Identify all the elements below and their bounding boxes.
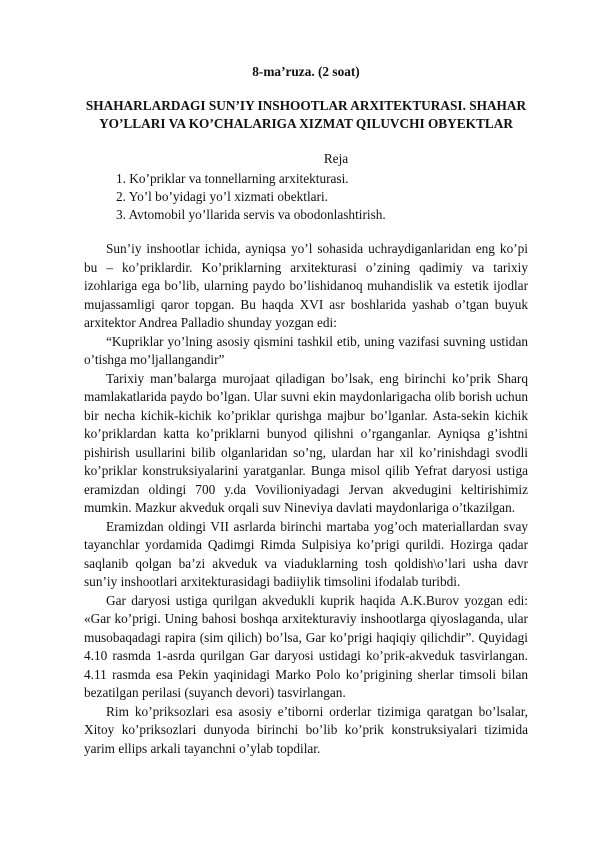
paragraph: Gar daryosi ustiga qurilgan akvedukli kuprik haqida A.K.Burov yozgan edi: «Gar ko’prigi. Uning bahosi boshqa arxitekturaviy inshootlarga qiyoslaganda, ular musobaqadagi rapira (sim qilich) bo’lsa, Gar ko’prigi haqiqiy qilichdir”. Quyidagi 4.10 rasmda 1-asrda qurilgan Gar daryosi ustidagi ko’prik-akveduk tasvirlangan. 4.11 rasmda esa Pekin yaqinidagi Marko Polo ko’prigining sherlar timsoli bilan bezatilgan perilasi (suyanch devori) tasvirlangan. <box>84 592 528 700</box>
plan-item: 3. Avtomobil yo’llarida servis va obodonlashtirish. <box>116 207 386 222</box>
plan-heading: Reja <box>323 151 349 166</box>
body-text <box>84 240 528 758</box>
document-title: SHAHARLARDAGI SUN’IY INSHOOTLAR ARXITEKTURASI. SHAHAR YO’LLARI VA KO’CHALARIGA XIZMAT QILUVCHI OBYEKTLAR <box>85 98 527 131</box>
lecture-number: 8-ma’ruza. (2 soat) <box>252 64 360 79</box>
plan-item: 1. Ko’priklar va tonnellarning arxitekturasi. <box>116 171 349 186</box>
paragraph: Rim ko’priksozlari esa asosiy e’tiborni orderlar tizimiga qaratgan bo’lsalar, Xitoy ko’priksozlari dunyoda birinchi bo’lib ko’prik konstruksiyalari tizimida yarim ellips arkali tayanchni o’ylab topdilar. <box>84 703 528 756</box>
paragraph: Eramizdan oldingi VII asrlarda birinchi martaba yog’och materiallardan svay tayanchlar yordamida Qadimgi Rimda Sulpisiya ko’prigi qurildi. Hozirga qadar saqlanib qolgan ba’zi akveduk va viaduklarning tosh qoldish\o’lari usha davr sun’iy inshootlari arxitekturasidagi badiiylik timsolini ifodalab turibdi. <box>84 518 528 589</box>
plan-item: 2. Yo’l bo’yidagi yo’l xizmati obektlari. <box>116 189 328 204</box>
paragraph: Sun’iy inshootlar ichida, ayniqsa yo’l sohasida uchraydiganlaridan eng ko’pi bu – ko’priklardir. Ko’priklarning arxitekturasi o’zining qadimiy va tarixiy izohlariga ega bo’lib, ularning paydo bo’lishidanoq muhandislik va estetik ijodlar mujassamligi qaror topgan. Bu haqda XVI asr boshlarida yashab o’tgan buyuk arxitektor Andrea Palladio shunday yozgan edi: <box>84 241 528 330</box>
paragraph: Tarixiy man’balarga murojaat qiladigan bo’lsak, eng birinchi ko’prik Sharq mamlakatlarida paydo bo’lgan. Ular suvni ekin maydonlarigacha olib borish uchun bir necha kichik-kichik ko’priklar qurishga majbur bo’lganlar. Asta-sekin kichik ko’priklardan katta ko’priklarni bunyod qilishni o’rganganlar. Ayniqsa g’ishtni pishirish usullarini bilib olganlaridan so’ng, ulardan har xil ko’rinishdagi svodli ko’priklar konstruksiyalarini yaratganlar. Bunga misol qilib Yefrat daryosi ustiga eramizdan oldingi 700 y.da Vovilioniyadagi Jervan akvedugini keltirishimiz mumkin. Mazkur akveduk orqali suv Nineviya davlati maydonlariga o’tkazilgan. <box>84 370 528 515</box>
paragraph: “Kupriklar yo’lning asosiy qismini tashkil etib, uning vazifasi suvning ustidan o’tishga mo’ljallangandir” <box>84 333 528 367</box>
plan-list <box>116 170 386 224</box>
